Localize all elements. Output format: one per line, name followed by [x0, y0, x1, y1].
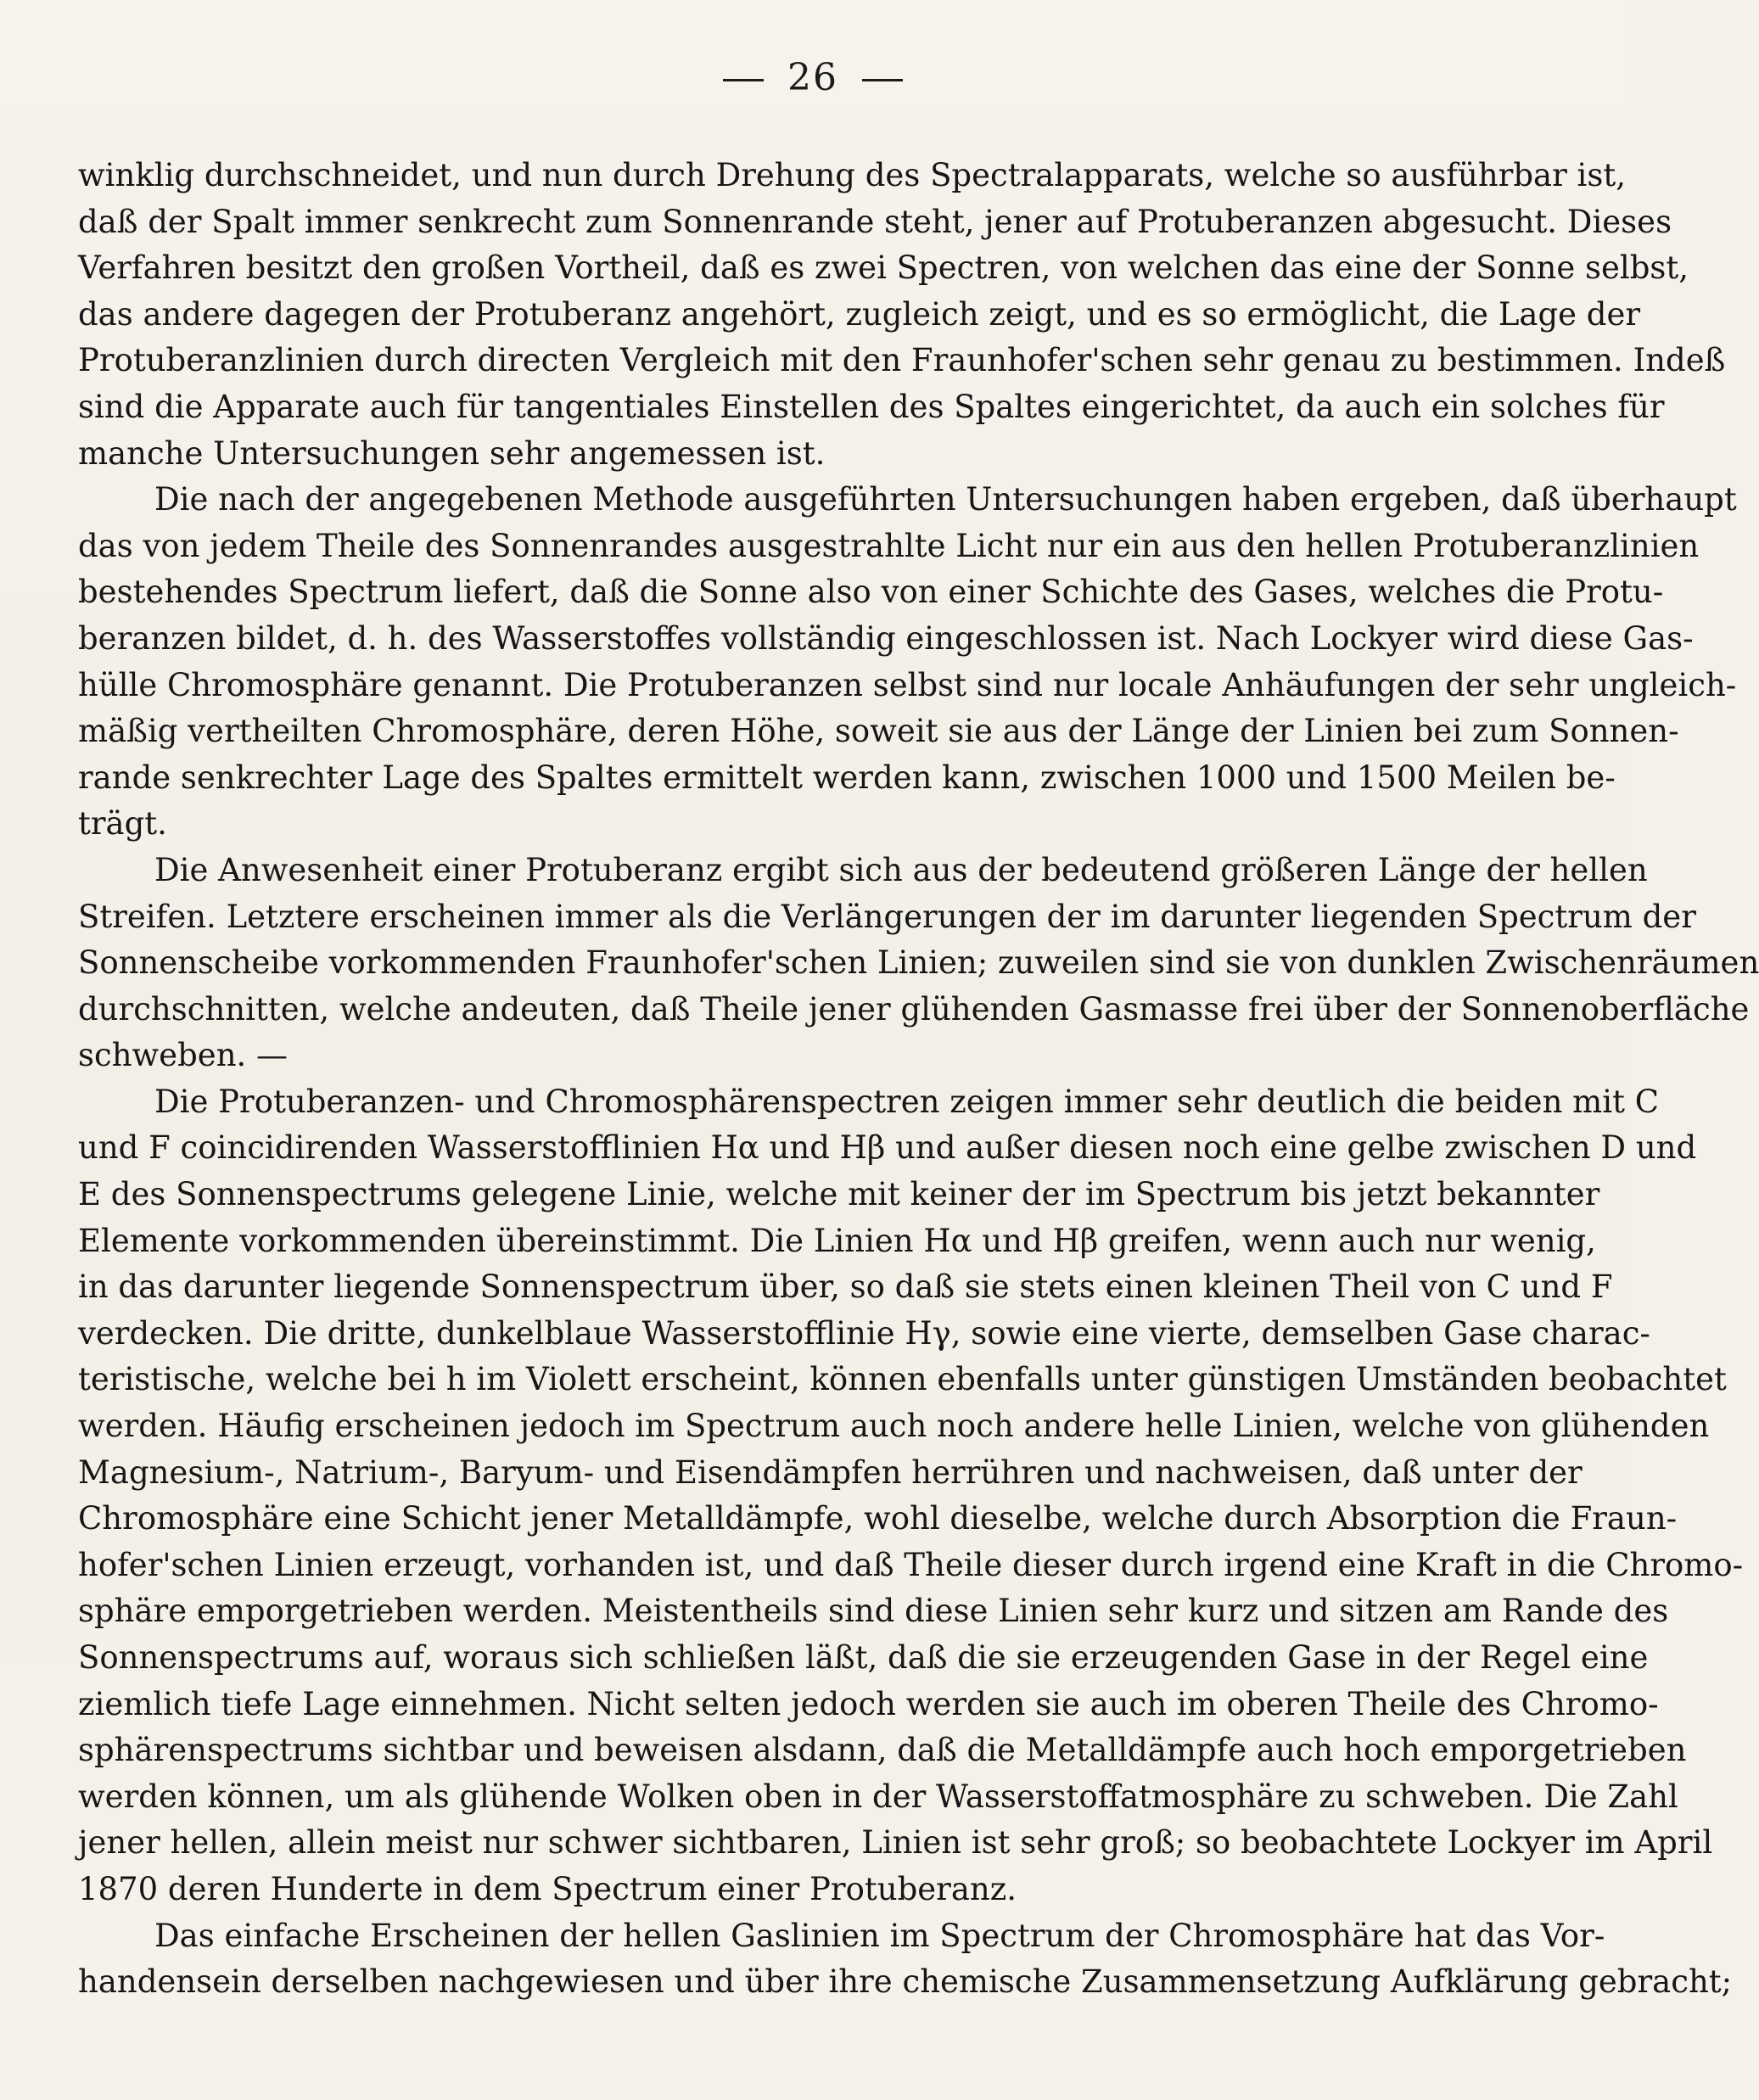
- text-line: jener hellen, allein meist nur schwer sichtbaren, Linien ist sehr groß; so beobachtete Lockyer im April: [78, 1824, 1713, 1862]
- text-line: trägt.: [78, 805, 167, 843]
- text-line: das von jedem Theile des Sonnenrandes ausgestrahlte Licht nur ein aus den hellen Protuberanzlinien: [78, 527, 1700, 564]
- body-text: [78, 153, 1759, 2006]
- text-line: beranzen bildet, d. h. des Wasserstoffes vollständig eingeschlossen ist. Nach Lockyer wird diese Gas-: [78, 619, 1694, 657]
- text-line: handensein derselben nachgewiesen und über ihre chemische Zusammensetzung Aufklärung gebracht;: [78, 1963, 1733, 2001]
- text-line: hülle Chromosphäre genannt. Die Protuberanzen selbst sind nur locale Anhäufungen der sehr ungleich-: [78, 666, 1737, 703]
- text-line: Verfahren besitzt den großen Vortheil, daß es zwei Spectren, von welchen das eine der Sonne selbst,: [78, 249, 1689, 287]
- text-line: werden. Häufig erscheinen jedoch im Spectrum auch noch andere helle Linien, welche von glühenden: [78, 1408, 1710, 1445]
- header-dash-left: [723, 79, 764, 81]
- text-line: Sonnenscheibe vorkommenden Fraunhofer'schen Linien; zuweilen sind sie von dunklen Zwischenräumen: [78, 944, 1759, 982]
- text-line: Streifen. Letztere erscheinen immer als die Verlängerungen der im darunter liegenden Spectrum der: [78, 898, 1696, 935]
- text-line: winklig durchschneidet, und nun durch Drehung des Spectralapparats, welche so ausführbar ist,: [78, 157, 1626, 193]
- text-line: Magnesium-, Natrium-, Baryum- und Eisendämpfen herrühren und nachweisen, daß unter der: [78, 1453, 1583, 1491]
- text-line: und F coincidirenden Wasserstofflinien Hα und Hβ und außer diesen noch eine gelbe zwischen D und: [78, 1129, 1697, 1167]
- text-line: schweben. —: [78, 1037, 288, 1074]
- text-line: daß der Spalt immer senkrecht zum Sonnenrande steht, jener auf Protuberanzen abgesucht. Dieses: [78, 203, 1672, 240]
- paragraph-2: [78, 477, 1737, 848]
- page-number: 26: [787, 56, 838, 99]
- text-line: sphäre emporgetrieben werden. Meistentheils sind diese Linien sehr kurz und sitzen am Rande des: [78, 1593, 1669, 1630]
- text-line: werden können, um als glühende Wolken oben in der Wasserstoffatmosphäre zu schweben. Die Zahl: [78, 1778, 1678, 1815]
- header-dash-right: [862, 79, 903, 81]
- text-line: teristische, welche bei h im Violett erscheint, können ebenfalls unter günstigen Umständen beobachtet: [78, 1361, 1727, 1398]
- text-line: E des Sonnenspectrums gelegene Linie, welche mit keiner der im Spectrum bis jetzt bekannter: [78, 1176, 1600, 1213]
- paragraph-5: [78, 1913, 1733, 2006]
- text-line: Sonnenspectrums auf, woraus sich schließen läßt, daß die sie erzeugenden Gase in der Regel eine: [78, 1639, 1649, 1676]
- paragraph-4: [78, 1079, 1744, 1913]
- text-line: Die Anwesenheit einer Protuberanz ergibt sich aus der bedeutend größeren Länge der hellen: [154, 851, 1648, 888]
- text-line: ziemlich tiefe Lage einnehmen. Nicht selten jedoch werden sie auch im oberen Theile des Chromo-: [78, 1685, 1659, 1722]
- text-line: das andere dagegen der Protuberanz angehört, zugleich zeigt, und es so ermöglicht, die Lage der: [78, 295, 1641, 333]
- text-line: Elemente vorkommenden übereinstimmt. Die Linien Hα und Hβ greifen, wenn auch nur wenig,: [78, 1222, 1596, 1259]
- text-line: Die nach der angegebenen Methode ausgeführten Untersuchungen haben ergeben, daß überhaupt: [154, 481, 1737, 518]
- text-line: hofer'schen Linien erzeugt, vorhanden ist, und daß Theile dieser durch irgend eine Kraft in die Chromo-: [78, 1546, 1744, 1583]
- text-line: Die Protuberanzen- und Chromosphärenspectren zeigen immer sehr deutlich die beiden mit C: [154, 1083, 1660, 1120]
- text-line: durchschnitten, welche andeuten, daß Theile jener glühenden Gasmasse frei über der Sonnenoberfläche: [78, 990, 1750, 1028]
- text-line: Protuberanzlinien durch directen Vergleich mit den Fraunhofer'schen sehr genau zu bestimmen. Indeß: [78, 342, 1726, 379]
- text-line: mäßig vertheilten Chromosphäre, deren Höhe, soweit sie aus der Länge der Linien bei zum Sonnen-: [78, 713, 1679, 750]
- text-line: manche Untersuchungen sehr angemessen ist.: [78, 434, 826, 472]
- text-line: Das einfache Erscheinen der hellen Gaslinien im Spectrum der Chromosphäre hat das Vor-: [154, 1917, 1605, 1954]
- text-line: bestehendes Spectrum liefert, daß die Sonne also von einer Schichte des Gases, welches die Protu-: [78, 574, 1664, 611]
- paragraph-3: [78, 848, 1759, 1079]
- text-line: sind die Apparate auch für tangentiales Einstellen des Spaltes eingerichtet, da auch ein solches für: [78, 388, 1665, 425]
- paragraph-1: [78, 153, 1726, 477]
- text-line: Chromosphäre eine Schicht jener Metalldämpfe, wohl dieselbe, welche durch Absorption die Fraun-: [78, 1500, 1678, 1537]
- page-header: [0, 56, 1626, 99]
- text-line: verdecken. Die dritte, dunkelblaue Wasserstofflinie Hγ, sowie eine vierte, demselben Gase charac-: [78, 1314, 1650, 1352]
- text-line: sphärenspectrums sichtbar und beweisen alsdann, daß die Metalldämpfe auch hoch emporgetrieben: [78, 1732, 1687, 1769]
- text-line: in das darunter liegende Sonnenspectrum über, so daß sie stets einen kleinen Theil von C und F: [78, 1268, 1613, 1306]
- text-line: rande senkrechter Lage des Spaltes ermittelt werden kann, zwischen 1000 und 1500 Meilen be-: [78, 759, 1616, 796]
- text-line: 1870 deren Hunderte in dem Spectrum einer Protuberanz.: [78, 1870, 1017, 1907]
